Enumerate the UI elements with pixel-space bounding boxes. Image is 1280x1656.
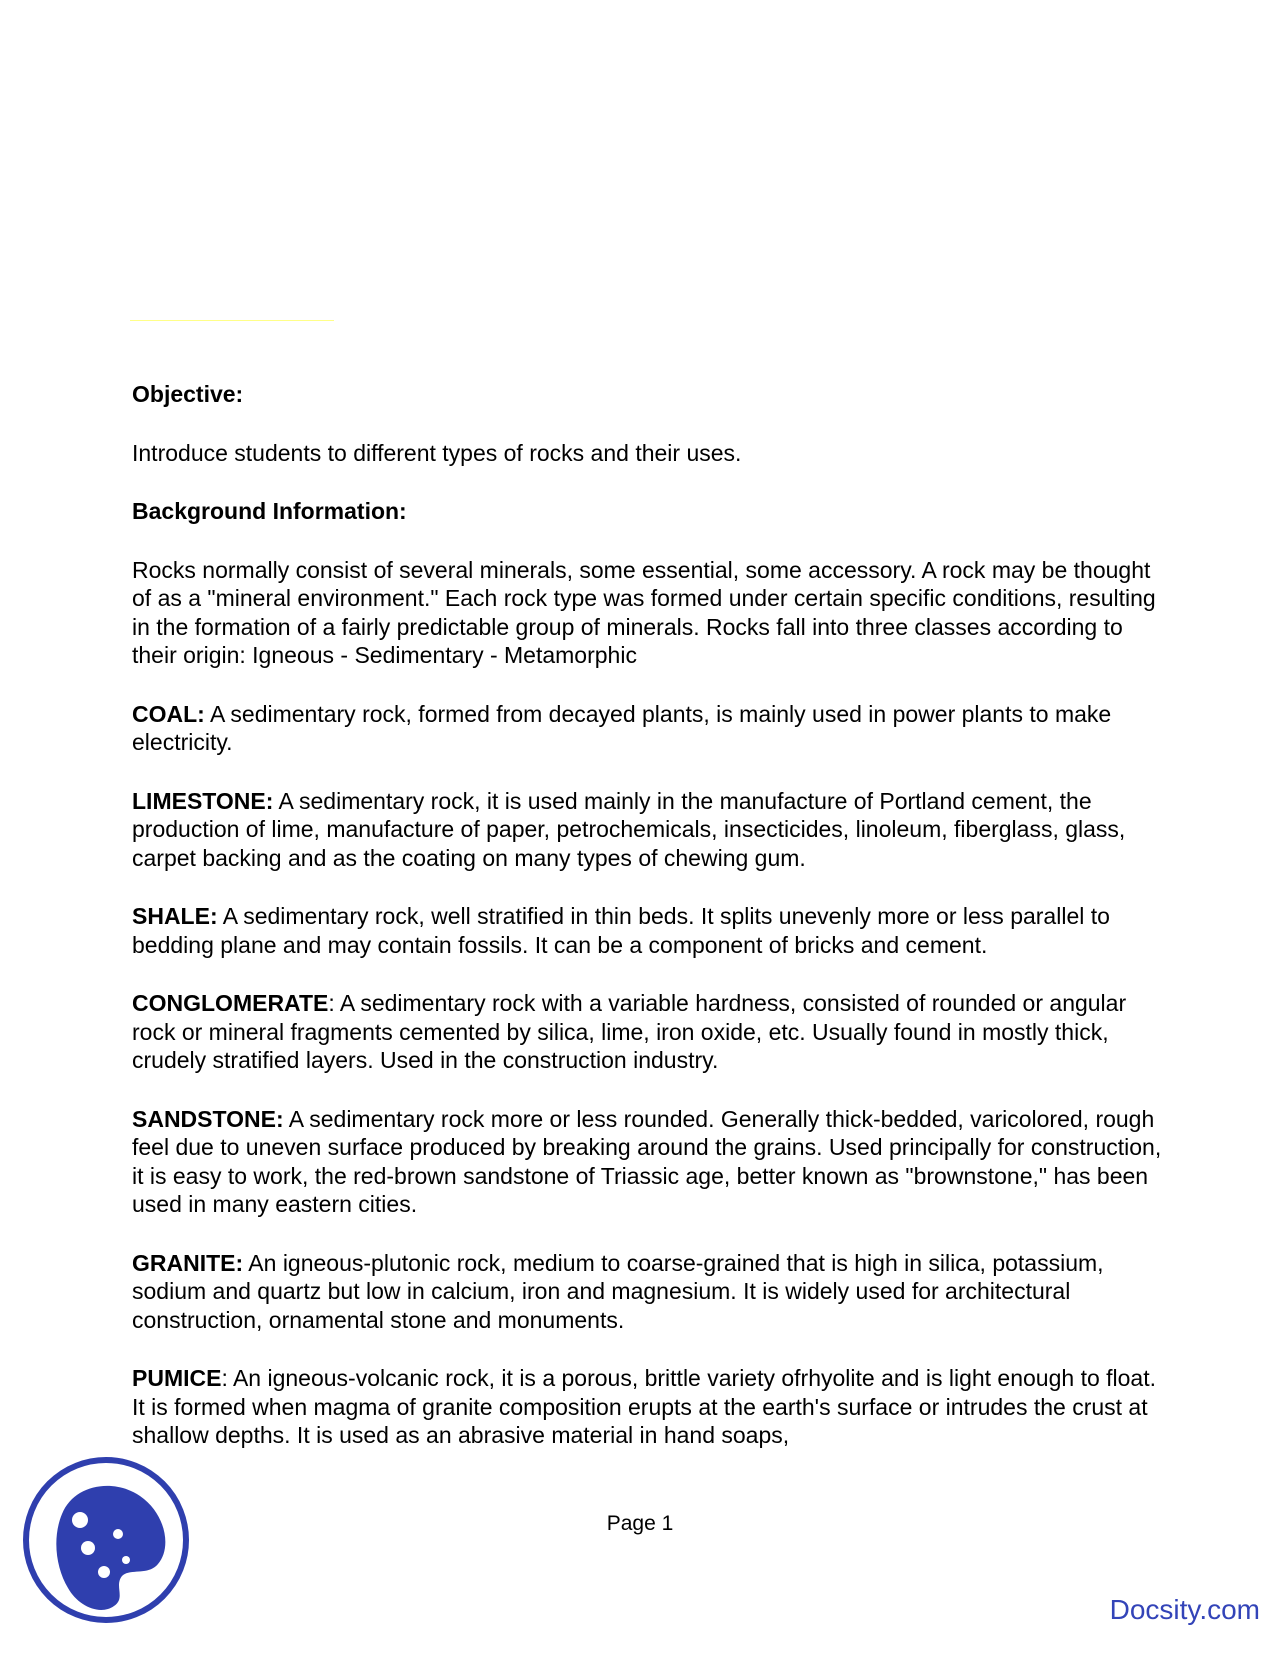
rock-term: GRANITE: (132, 1249, 244, 1276)
rock-term: SHALE: (132, 903, 218, 929)
rock-term: LIMESTONE: (132, 787, 274, 814)
docsity-logo-icon[interactable] (22, 1456, 190, 1624)
rock-description: A sedimentary rock, it is used mainly in the manufacture of Portland cement, the production of lime, manufacture of paper, petrochemicals, insecticides, linoleum, fiberglass, glass, carpet backing and as the coating on many types of chewing gum. (132, 787, 1126, 871)
background-text: Rocks normally consist of several minerals, some essential, some accessory. A rock may be thought of as a "mineral environment." Each rock type was formed under certain specific conditions, resulting in the formation of a fairly predictable group of minerals. Rocks fall into three classes according to their origin: Igneous - Sedimentary - Metamorphic (132, 556, 1156, 668)
rock-description: A sedimentary rock, well stratified in thin beds. It splits unevenly more or less parallel to bedding plane and may contain fossils. It can be a component of bricks and cement. (132, 903, 1110, 958)
rock-entry-shale (132, 902, 1172, 959)
rock-description: A sedimentary rock more or less rounded. Generally thick-bedded, varicolored, rough feel due to uneven surface produced by breaking around the grains. Used principally for construction, it is easy to work, the red-brown sandstone of Triassic age, better known as "brownstone," has been used in many eastern cities. (132, 1105, 1162, 1217)
rock-entry-pumice (132, 1364, 1172, 1450)
rock-term: COAL: (132, 700, 205, 727)
background-heading: Background Information: (132, 498, 407, 524)
rock-description: An igneous-plutonic rock, medium to coarse-grained that is high in silica, potassium, sodium and quartz but low in calcium, iron and magnesium. It is widely used for architectural construction, ornamental stone and monuments. (132, 1249, 1104, 1333)
rock-entry-sandstone (132, 1105, 1172, 1219)
rock-description: : A sedimentary rock with a variable hardness, consisted of rounded or angular rock or mineral fragments cemented by silica, lime, iron oxide, etc. Usually found in mostly thick, crudely stratified layers. Used in the construction industry. (132, 990, 1127, 1073)
rock-entry-conglomerate (132, 989, 1172, 1075)
page-number: Page 1 (606, 1512, 674, 1535)
docsity-logo-graphic (22, 1456, 190, 1624)
rock-description: : An igneous-volcanic rock, it is a porous, brittle variety ofrhyolite and is light enough to float. It is formed when magma of granite composition erupts at the earth's surface or intrudes the crust at shallow depths. It is used as an abrasive material in hand soaps, (132, 1365, 1157, 1448)
document-body (132, 380, 1172, 1480)
rock-term: PUMICE (132, 1365, 222, 1391)
rock-description: A sedimentary rock, formed from decayed plants, is mainly used in power plants to make electricity. (132, 700, 1112, 755)
docsity-brand-link[interactable]: Docsity.com (1109, 1594, 1260, 1625)
rock-entry-granite (132, 1249, 1172, 1335)
objective-heading: Objective: (132, 381, 244, 407)
rock-term: CONGLOMERATE (132, 990, 329, 1016)
decorative-rule (130, 320, 334, 321)
rock-term: SANDSTONE: (132, 1105, 284, 1132)
rock-entry-limestone (132, 787, 1172, 873)
rock-entry-coal (132, 700, 1172, 757)
objective-text: Introduce students to different types of rocks and their uses. (132, 439, 742, 466)
